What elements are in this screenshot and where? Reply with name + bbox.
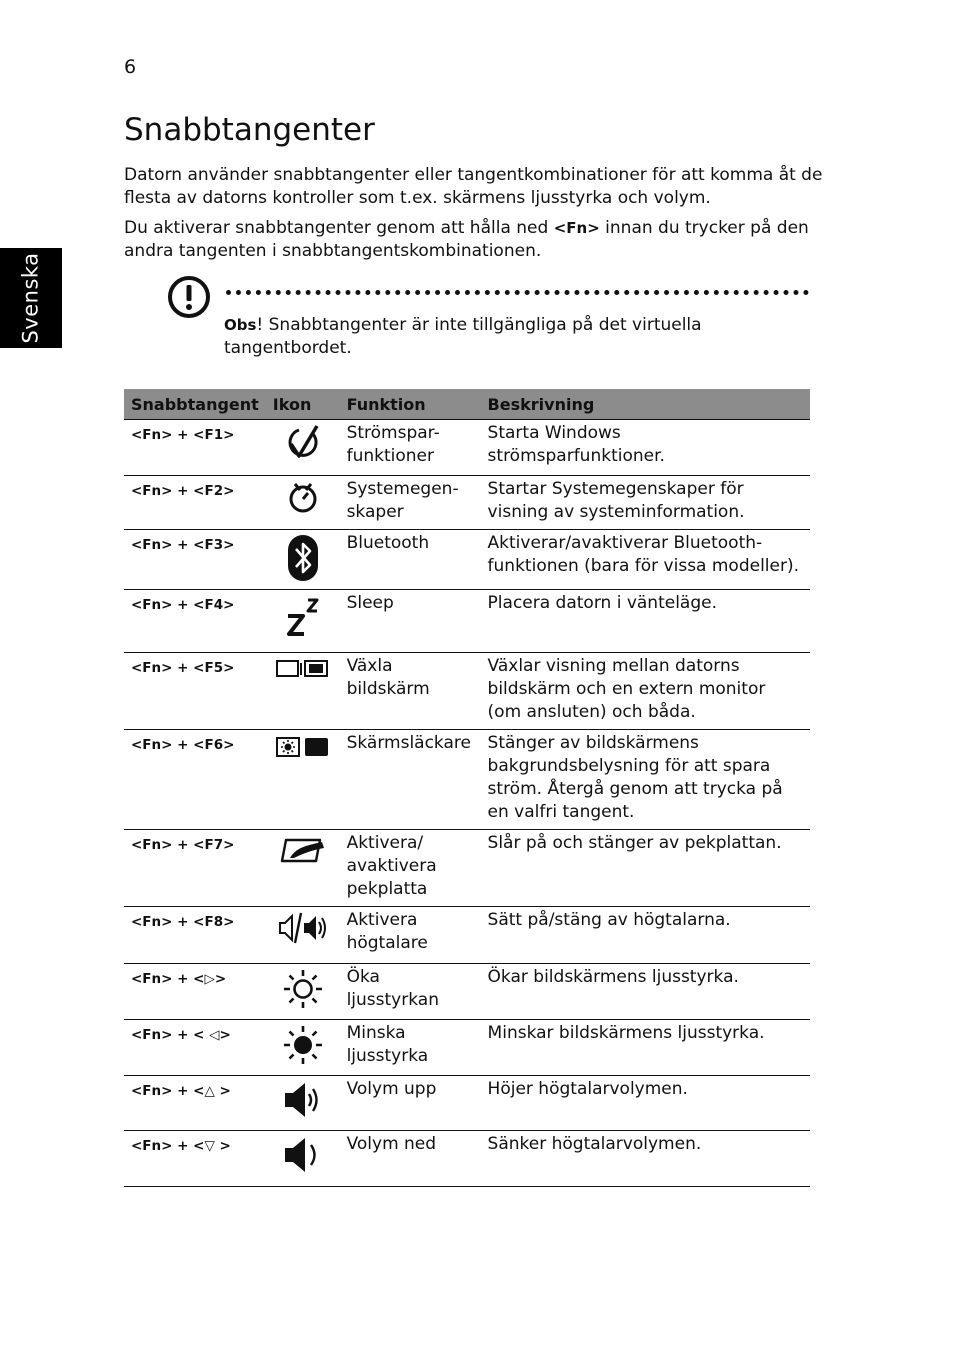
header-icon: Ikon <box>266 389 340 420</box>
description-cell: Sänker högtalarvolymen. <box>481 1131 810 1187</box>
display-toggle-icon <box>275 657 331 681</box>
sleep-icon <box>283 594 323 638</box>
table-row <box>124 476 810 530</box>
hotkey-cell: <Fn> + <▷> <box>124 964 266 1020</box>
brightness-up-icon <box>282 968 324 1010</box>
header-hotkey: Snabbtangent <box>124 389 266 420</box>
touchpad-toggle-icon <box>280 834 326 866</box>
volume-up-icon <box>283 1080 323 1120</box>
function-cell: Aktivera/ avaktivera pekplatta <box>340 830 481 907</box>
hotkey-cell: <Fn> + <F8> <box>124 907 266 964</box>
function-cell: Öka ljusstyrkan <box>340 964 481 1020</box>
table-row <box>124 907 810 964</box>
language-side-tab <box>0 248 62 348</box>
description-cell: Stänger av bildskärmens bakgrundsbelysning för att spara ström. Återgå genom att trycka på en valfri tangent. <box>481 730 810 830</box>
description-cell: Aktiverar/avaktiverar Bluetooth-funktionen (bara för vissa modeller). <box>481 530 810 590</box>
table-row <box>124 420 810 476</box>
description-cell: Slår på och stänger av pekplattan. <box>481 830 810 907</box>
bluetooth-icon <box>286 534 320 582</box>
function-cell: Bluetooth <box>340 530 481 590</box>
function-cell: Volym ned <box>340 1131 481 1187</box>
table-row <box>124 964 810 1020</box>
brightness-down-icon <box>282 1024 324 1066</box>
function-cell: Aktivera högtalare <box>340 907 481 964</box>
table-row <box>124 590 810 653</box>
header-function: Funktion <box>340 389 481 420</box>
hotkey-cell: <Fn> + <F6> <box>124 730 266 830</box>
hotkey-cell: <Fn> + <F2> <box>124 476 266 530</box>
table-header-row <box>124 389 810 420</box>
table-row <box>124 730 810 830</box>
system-properties-icon <box>286 480 320 514</box>
intro-paragraph: Datorn använder snabbtangenter eller tangentkombinationer för att komma åt de flesta av datorns kontroller som t.ex. skärmens ljusstyrka och volym. <box>124 165 823 208</box>
hotkey-cell: <Fn> + <F4> <box>124 590 266 653</box>
speaker-toggle-icon <box>278 911 328 945</box>
table-row <box>124 653 810 730</box>
description-cell: Startar Systemegenskaper för visning av systeminformation. <box>481 476 810 530</box>
hotkey-cell: <Fn> + <F1> <box>124 420 266 476</box>
screen-blank-icon <box>275 734 331 760</box>
hotkey-cell: <Fn> + <▽ > <box>124 1131 266 1187</box>
table-row <box>124 1076 810 1131</box>
function-cell: Systemegen- skaper <box>340 476 481 530</box>
description-cell: Höjer högtalarvolymen. <box>481 1076 810 1131</box>
language-label: Svenska <box>19 252 43 344</box>
function-cell: Skärmsläckare <box>340 730 481 830</box>
power-saving-icon <box>285 424 321 464</box>
activation-text-before: Du aktiverar snabbtangenter genom att hålla ned <box>124 218 554 238</box>
note-divider <box>226 290 809 295</box>
function-cell: Växla bildskärm <box>340 653 481 730</box>
table-row <box>124 1020 810 1076</box>
description-cell: Starta Windows strömsparfunktioner. <box>481 420 810 476</box>
activation-text-after: innan du trycker på den andra tangenten i snabbtangentskombinationen. <box>124 218 809 261</box>
note-body: ! Snabbtangenter är inte tillgängliga på det virtuella tangentbordet. <box>224 315 702 358</box>
hotkey-cell: <Fn> + <F7> <box>124 830 266 907</box>
hotkey-cell: <Fn> + < ◁> <box>124 1020 266 1076</box>
function-cell: Volym upp <box>340 1076 481 1131</box>
page-number: 6 <box>124 56 137 78</box>
function-cell: Minska ljusstyrka <box>340 1020 481 1076</box>
note-text <box>224 314 784 360</box>
function-cell: Strömspar- funktioner <box>340 420 481 476</box>
table-row <box>124 1131 810 1187</box>
warning-icon <box>167 275 211 319</box>
description-cell: Placera datorn i vänteläge. <box>481 590 810 653</box>
volume-down-icon <box>283 1135 323 1175</box>
hotkey-table <box>124 389 810 1187</box>
table-row <box>124 530 810 590</box>
activation-paragraph <box>124 217 824 263</box>
page-title: Snabbtangenter <box>124 112 375 148</box>
hotkey-cell: <Fn> + <△ > <box>124 1076 266 1131</box>
description-cell: Ökar bildskärmens ljusstyrka. <box>481 964 810 1020</box>
hotkey-cell: <Fn> + <F3> <box>124 530 266 590</box>
header-description: Beskrivning <box>481 389 810 420</box>
description-cell: Minskar bildskärmens ljusstyrka. <box>481 1020 810 1076</box>
description-cell: Sätt på/stäng av högtalarna. <box>481 907 810 964</box>
function-cell: Sleep <box>340 590 481 653</box>
fn-key-label: <Fn> <box>553 219 600 237</box>
hotkey-cell: <Fn> + <F5> <box>124 653 266 730</box>
table-row <box>124 830 810 907</box>
note-label: Obs <box>224 316 257 334</box>
description-cell: Växlar visning mellan datorns bildskärm och en extern monitor (om ansluten) och båda. <box>481 653 810 730</box>
